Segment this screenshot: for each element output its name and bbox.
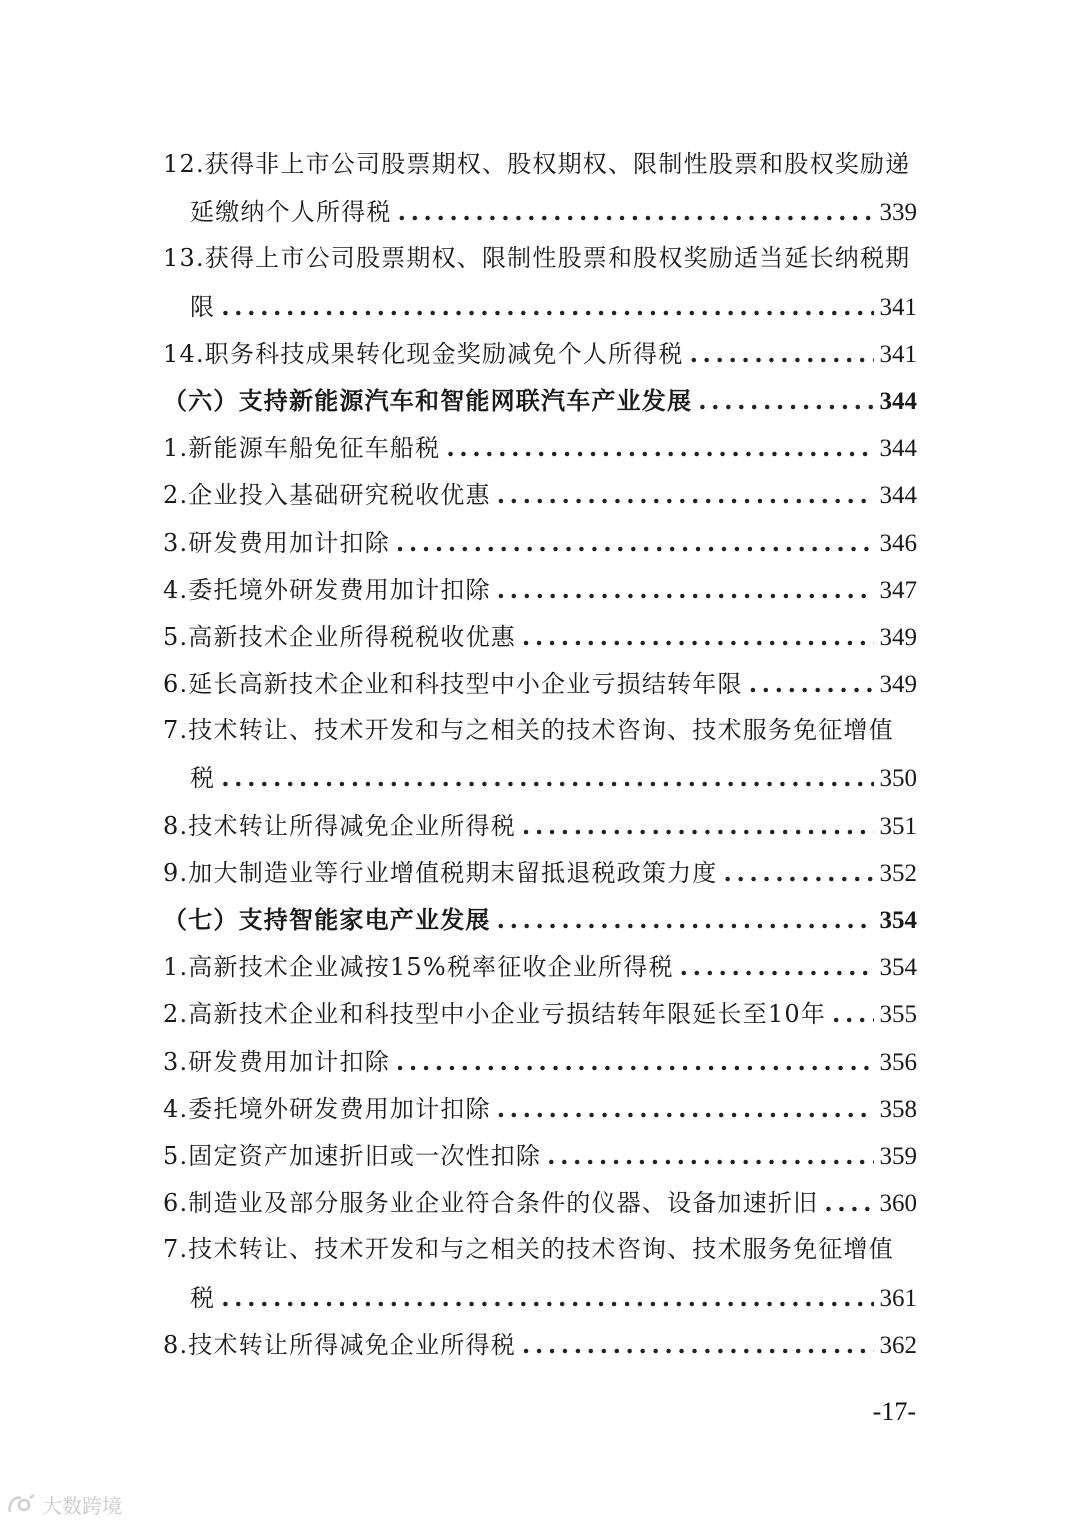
toc-entry-title: 税 <box>190 1283 216 1312</box>
toc-page-number: 359 <box>879 1142 917 1170</box>
toc-leader-dots <box>497 896 874 943</box>
toc-leader-dots <box>832 990 873 1037</box>
toc-leader-dots <box>749 660 874 707</box>
toc-entry <box>163 613 917 660</box>
toc-entry-title: 2.企业投入基础研究税收优惠 <box>163 481 491 510</box>
toc-page-number: 351 <box>879 812 917 840</box>
toc-entry-title: 13.获得上市公司股票期权、限制性股票和股权奖励适当延长纳税期 <box>163 244 911 273</box>
toc-entry <box>163 1226 917 1273</box>
toc-entry-title: 延缴纳个人所得税 <box>190 198 392 227</box>
toc-leader-dots <box>522 613 874 660</box>
toc-page-number: 355 <box>879 1001 917 1029</box>
toc-entry <box>163 188 917 235</box>
toc-page-number: 350 <box>879 765 917 793</box>
toc-entry <box>163 1038 917 1085</box>
toc-entry <box>163 330 917 377</box>
toc-entry <box>163 1085 917 1132</box>
toc-leader-dots <box>497 566 874 613</box>
toc-leader-dots <box>396 519 874 566</box>
toc-entry-title: 4.委托境外研发费用加计扣除 <box>163 1094 491 1123</box>
toc-page-number: 362 <box>879 1331 917 1359</box>
toc-leader-dots <box>824 1179 873 1226</box>
toc-leader-dots <box>724 849 874 896</box>
toc-page-number: 349 <box>879 671 917 699</box>
toc-entry-title: 2.高新技术企业和科技型中小企业亏损结转年限延长至10年 <box>163 1000 827 1029</box>
toc-entry-title: 12.获得非上市公司股票期权、股权期权、限制性股票和股权奖励递 <box>163 150 911 178</box>
toc-entry-title: 6.延长高新技术企业和科技型中小企业亏损结转年限 <box>163 670 743 699</box>
toc-entry <box>163 990 917 1037</box>
toc-leader-dots <box>522 802 874 849</box>
toc-entry-title: 1.高新技术企业减按15%税率征收企业所得税 <box>163 953 674 982</box>
toc-entry-title: 税 <box>190 764 216 793</box>
toc-entry <box>163 849 917 896</box>
brand-logo-icon <box>6 1492 36 1518</box>
toc-entry-title: 3.研发费用加计扣除 <box>163 1047 390 1076</box>
toc-leader-dots <box>221 283 873 330</box>
toc-page-number: 358 <box>879 1095 917 1123</box>
toc-leader-dots <box>690 330 874 377</box>
toc-entry-title: 5.固定资产加速折旧或一次性扣除 <box>163 1141 542 1170</box>
toc-entry-title: 限 <box>190 292 216 321</box>
toc-entry-title: 7.技术转让、技术开发和与之相关的技术咨询、技术服务免征增值 <box>163 716 894 745</box>
toc-leader-dots <box>221 754 873 801</box>
toc-entry-title: 5.高新技术企业所得税税收优惠 <box>163 622 516 651</box>
toc-page-number: 352 <box>879 859 917 887</box>
toc-entry <box>163 235 917 282</box>
toc-entry <box>163 1321 917 1368</box>
toc-page-number: 354 <box>879 954 917 982</box>
toc-leader-dots <box>398 188 874 235</box>
toc-leader-dots <box>396 1038 874 1085</box>
toc-entry-title: 14.职务科技成果转化现金奖励减免个人所得税 <box>163 339 684 368</box>
toc-page-number: 341 <box>879 340 917 368</box>
toc-page-number: 346 <box>879 529 917 557</box>
toc-entry <box>163 283 917 330</box>
toc-entry-title: 4.委托境外研发费用加计扣除 <box>163 575 491 604</box>
watermark-text: 大数跨境 <box>42 1494 122 1518</box>
toc-entry <box>163 754 917 801</box>
toc-page-number: 349 <box>879 623 917 651</box>
toc-leader-dots <box>497 471 874 518</box>
toc-entry <box>163 707 917 754</box>
toc-entry-title: 3.研发费用加计扣除 <box>163 528 390 557</box>
toc-leader-dots <box>446 424 873 471</box>
toc-leader-dots <box>698 377 873 424</box>
toc-entry-title: 1.新能源车船免征车船税 <box>163 434 441 463</box>
table-of-contents <box>163 141 917 1368</box>
toc-leader-dots <box>221 1274 873 1321</box>
toc-section-heading <box>163 896 917 943</box>
toc-entry-title: （七）支持智能家电产业发展 <box>163 905 491 934</box>
toc-page-number: 344 <box>879 482 917 510</box>
toc-page-number: 354 <box>879 907 917 934</box>
toc-entry <box>163 1132 917 1179</box>
toc-entry <box>163 660 917 707</box>
toc-page-number: 347 <box>879 576 917 604</box>
toc-leader-dots <box>547 1132 873 1179</box>
toc-entry-title: 8.技术转让所得减免企业所得税 <box>163 1330 516 1359</box>
toc-entry-title: （六）支持新能源汽车和智能网联汽车产业发展 <box>163 385 693 415</box>
toc-entry <box>163 141 917 188</box>
toc-section-heading <box>163 377 917 424</box>
toc-page-number: 361 <box>879 1284 917 1312</box>
toc-entry-title: 8.技术转让所得减免企业所得税 <box>163 811 516 840</box>
toc-entry <box>163 519 917 566</box>
toc-leader-dots <box>522 1321 874 1368</box>
toc-entry <box>163 802 917 849</box>
toc-entry <box>163 566 917 613</box>
toc-entry-title: 9.加大制造业等行业增值税期末留抵退税政策力度 <box>163 858 718 887</box>
toc-entry <box>163 1179 917 1226</box>
toc-entry <box>163 424 917 471</box>
toc-entry-title: 7.技术转让、技术开发和与之相关的技术咨询、技术服务免征增值 <box>163 1235 894 1264</box>
toc-leader-dots <box>497 1085 874 1132</box>
toc-page-number: 360 <box>879 1190 917 1218</box>
watermark <box>6 1490 122 1519</box>
toc-entry <box>163 943 917 990</box>
toc-page-number: 339 <box>879 199 917 227</box>
toc-page-number: 344 <box>879 387 917 415</box>
toc-entry <box>163 1274 917 1321</box>
toc-page-number: 356 <box>879 1048 917 1076</box>
toc-page-number: 344 <box>879 435 917 463</box>
toc-page-number: 341 <box>879 293 917 321</box>
page-number: -17- <box>872 1397 916 1426</box>
toc-entry-title: 6.制造业及部分服务业企业符合条件的仪器、设备加速折旧 <box>163 1189 819 1218</box>
toc-entry <box>163 471 917 518</box>
toc-leader-dots <box>680 943 874 990</box>
